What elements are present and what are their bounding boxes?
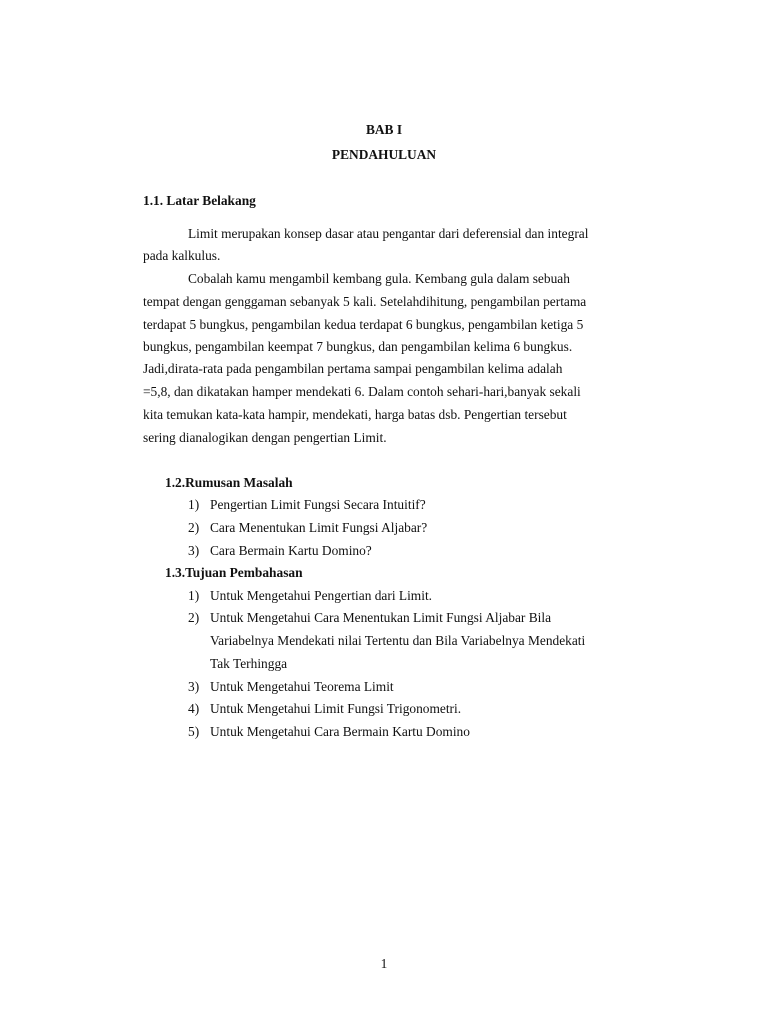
paragraph-line: Limit merupakan konsep dasar atau pengantar dari deferensial dan integral	[188, 226, 589, 241]
paragraph-line: bungkus, pengambilan keempat 7 bungkus, dan pengambilan kelima 6 bungkus.	[143, 339, 573, 354]
paragraph-line: pada kalkulus.	[143, 248, 221, 263]
paragraph-line: terdapat 5 bungkus, pengambilan kedua terdapat 6 bungkus, pengambilan ketiga 5	[143, 317, 584, 332]
list-item-continuation: Tak Terhingga	[210, 656, 288, 671]
list-number: 2)	[188, 520, 200, 535]
page-number: 1	[380, 956, 388, 971]
paragraph-line: Jadi,dirata-rata pada pengambilan pertama sampai pengambilan kelima adalah	[143, 361, 563, 376]
list-item: Cara Bermain Kartu Domino?	[210, 543, 372, 558]
paragraph-line: Cobalah kamu mengambil kembang gula. Kembang gula dalam sebuah	[188, 271, 570, 286]
list-number: 1)	[188, 588, 200, 603]
list-item: Untuk Mengetahui Cara Bermain Kartu Domino	[210, 724, 470, 739]
section-heading-tujuan-pembahasan: 1.3.Tujuan Pembahasan	[165, 565, 303, 580]
paragraph-line: =5,8, dan dikatakan hamper mendekati 6. Dalam contoh sehari-hari,banyak sekali	[143, 384, 581, 399]
list-item-continuation: Variabelnya Mendekati nilai Tertentu dan Bila Variabelnya Mendekati	[210, 633, 586, 648]
paragraph-line: tempat dengan genggaman sebanyak 5 kali. Setelahdihitung, pengambilan pertama	[143, 294, 587, 309]
section-heading-rumusan-masalah: 1.2.Rumusan Masalah	[165, 475, 293, 490]
list-item: Untuk Mengetahui Limit Fungsi Trigonometri.	[210, 701, 462, 716]
list-number: 3)	[188, 679, 200, 694]
paragraph-line: kita temukan kata-kata hampir, mendekati, harga batas dsb. Pengertian tersebut	[143, 407, 567, 422]
list-number: 2)	[188, 610, 200, 625]
list-item: Cara Menentukan Limit Fungsi Aljabar?	[210, 520, 428, 535]
chapter-label: BAB I	[365, 122, 403, 137]
list-item: Untuk Mengetahui Pengertian dari Limit.	[210, 588, 433, 603]
chapter-title: PENDAHULUAN	[331, 147, 437, 162]
paragraph-line: sering dianalogikan dengan pengertian Limit.	[143, 430, 387, 445]
list-number: 4)	[188, 701, 200, 716]
list-item: Pengertian Limit Fungsi Secara Intuitif?	[210, 497, 426, 512]
list-item: Untuk Mengetahui Cara Menentukan Limit Fungsi Aljabar Bila	[210, 610, 552, 625]
list-number: 5)	[188, 724, 200, 739]
list-number: 3)	[188, 543, 200, 558]
section-heading-latar-belakang: 1.1. Latar Belakang	[143, 193, 256, 208]
list-item: Untuk Mengetahui Teorema Limit	[210, 679, 394, 694]
list-number: 1)	[188, 497, 200, 512]
